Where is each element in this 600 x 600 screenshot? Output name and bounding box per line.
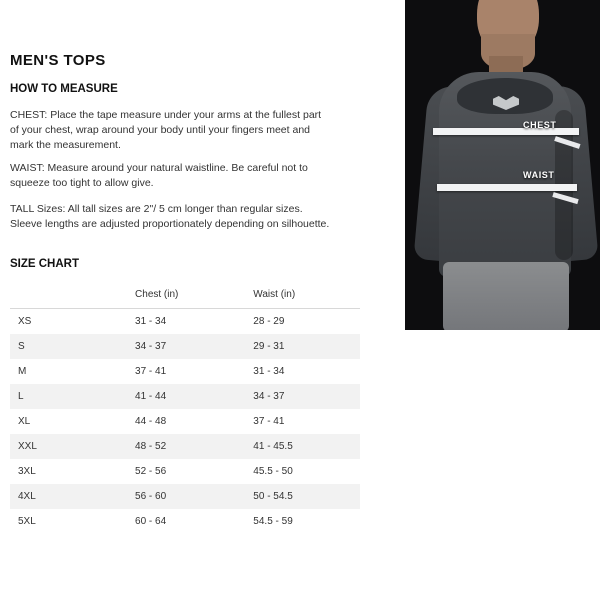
cell-waist: 31 - 34 [253,366,285,377]
cell-size: 3XL [18,466,36,477]
cell-size: S [10,334,127,359]
table-row [10,334,360,359]
table-row [10,484,360,509]
table-body [10,309,360,535]
cell-size: XS [18,316,32,327]
table-row [10,434,360,459]
cell-size: 5XL [18,516,36,527]
photo-background [405,0,600,330]
cell-size: M [18,366,27,377]
page-title: MEN'S TOPS [10,52,106,69]
waist-band-label: WAIST [523,170,555,180]
size-chart-heading: SIZE CHART [10,258,79,270]
table-row [10,309,360,335]
size-chart-table [10,283,360,534]
table-row [10,359,360,384]
chest-band-label: CHEST [523,120,557,130]
model-photo [405,0,600,330]
table-head [10,283,360,309]
cell-waist: 54.5 - 59 [253,516,293,527]
cell-chest: 31 - 34 [135,316,167,327]
table-row [10,459,360,484]
cell-chest: 44 - 48 [135,416,167,427]
cell-chest: 37 - 41 [135,366,167,377]
waist-measure-band [437,184,577,191]
cell-size: XL [18,416,31,427]
column-header-waist: Waist (in) [245,283,360,309]
column-header-chest: Chest (in) [127,283,245,309]
cell-chest: 48 - 52 [127,434,245,459]
cell-waist: 34 - 37 [245,384,360,409]
cell-waist: 45.5 - 50 [253,466,293,477]
cell-chest: 56 - 60 [127,484,245,509]
cell-waist: 50 - 54.5 [245,484,360,509]
cell-chest: 52 - 56 [135,466,167,477]
cell-chest: 60 - 64 [135,516,167,527]
table-header-row [10,283,360,309]
chest-instructions: CHEST: Place the tape measure under your arms at the fullest part of your chest, wrap around your body until your fingers meet and mark the measurement. [10,109,322,151]
chest-measure-band [433,128,579,135]
cell-waist: 37 - 41 [253,416,285,427]
cell-size: L [10,384,127,409]
table-row [10,509,360,534]
model-pants [443,262,569,330]
cell-chest: 41 - 44 [127,384,245,409]
waist-instructions: WAIST: Measure around your natural waistline. Be careful not to squeeze too tight to allow give. [10,162,308,189]
cell-chest: 34 - 37 [127,334,245,359]
how-to-measure-heading: HOW TO MEASURE [10,83,118,95]
tall-sizes-instructions: TALL Sizes: All tall sizes are 2"/ 5 cm longer than regular sizes. Sleeve lengths are adjusted proportionately depending on silhouette. [10,203,330,230]
column-header-size [10,283,127,309]
cell-waist: 28 - 29 [253,316,285,327]
cell-size: 4XL [10,484,127,509]
cell-waist: 29 - 31 [245,334,360,359]
cell-waist: 41 - 45.5 [245,434,360,459]
cell-size: XXL [10,434,127,459]
table-row [10,409,360,434]
table-row [10,384,360,409]
